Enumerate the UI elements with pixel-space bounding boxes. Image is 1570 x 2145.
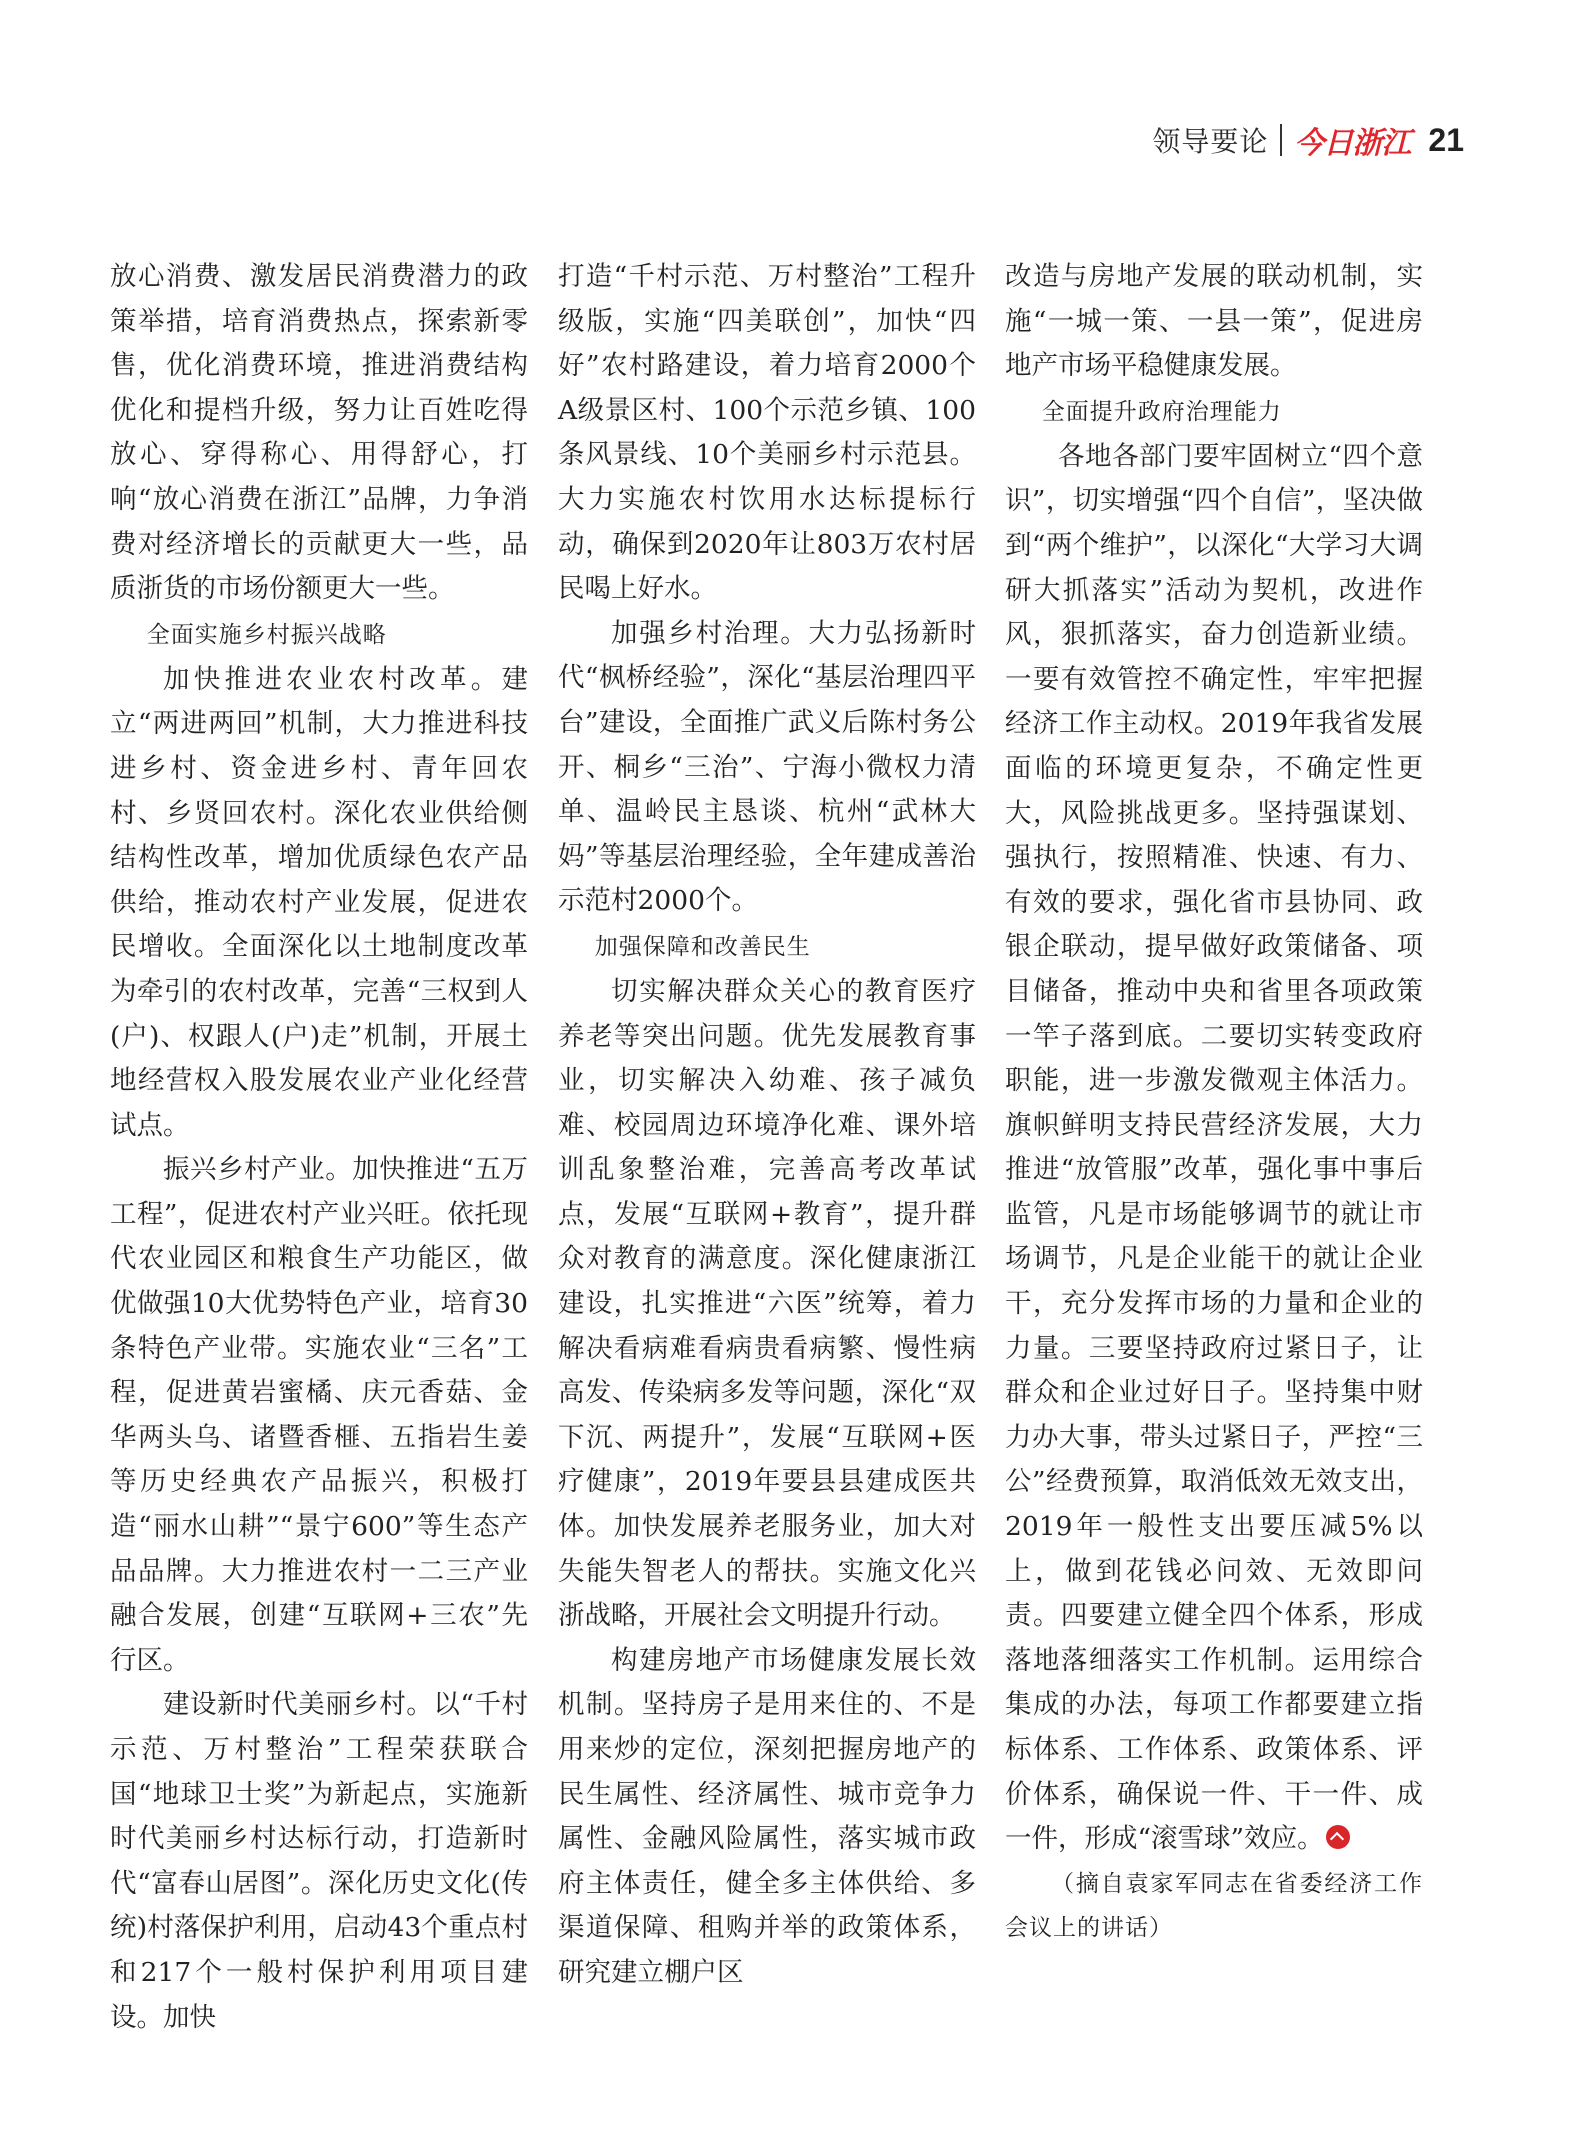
magazine-logo: 今日浙江 <box>1294 126 1411 161</box>
source-note: （摘自袁家军同志在省委经济工作会议上的讲话） <box>1005 1870 1423 1941</box>
section-heading: 全面提升政府治理能力 <box>1041 398 1282 425</box>
paragraph: 打造“千村示范、万村整治”工程升级版，实施“四美联创”，加快“四好”农村路建设，着力培育2000个A级景区村、100个示范乡镇、100条风景线、10个美丽乡村示范县。大力实施农村饮用水达标提标行动，确保到2020年让803万农村居民喝上好水。 <box>558 261 976 605</box>
paragraph: 构建房地产市场健康发展长效机制。坚持房子是用来住的、不是用来炒的定位，深刻把握房地产的民生属性、经济属性、城市竞争力属性、金融风险属性，落实城市政府主体责任，健全多主体供给、多渠道保障、租购并举的政策体系，研究建立棚户区 <box>558 1644 976 1988</box>
paragraph: 振兴乡村产业。加快推进“五万工程”，促进农村产业兴旺。依托现代农业园区和粮食生产功能区，做优做强10大优势特色产业，培育30条特色产业带。实施农业“三名”工程，促进黄岩蜜橘、庆元香菇、金华两头乌、诸暨香榧、五指岩生姜等历史经典农产品振兴，积极打造“丽水山耕”“景宁600”等生态产品品牌。大力推进农村一二三产业融合发展，创建“互联网+三农”先行区。 <box>110 1154 528 1676</box>
section-heading: 加强保障和改善民生 <box>594 933 811 960</box>
paragraph: 加强乡村治理。大力弘扬新时代“枫桥经验”，深化“基层治理四平台”建设，全面推广武义后陈村务公开、桐乡“三治”、宁海小微权力清单、温岭民主恳谈、杭州“武林大妈”等基层治理经验，全年建成善治示范村2000个。 <box>558 617 976 917</box>
header-divider <box>1280 124 1282 156</box>
section-label: 领导要论 <box>1152 125 1269 158</box>
paragraph-final <box>1005 435 1423 1862</box>
paragraph: 建设新时代美丽乡村。以“千村示范、万村整治”工程荣获联合国“地球卫士奖”为新起点，实施新时代美丽乡村达标行动，打造新时代“富春山居图”。深化历史文化(传统)村落保护利用，启动43个重点村和217个一般村保护利用项目建设。加快 <box>110 1689 528 2033</box>
section-heading: 全面实施乡村振兴战略 <box>146 621 387 648</box>
paragraph: 放心消费、激发居民消费潜力的政策举措，培育消费热点，探索新零售，优化消费环境，推进消费结构优化和提档升级，努力让百姓吃得放心、穿得称心、用得舒心，打响“放心消费在浙江”品牌，力争消费对经济增长的贡献更大一些，品质浙货的市场份额更大一些。 <box>110 261 528 605</box>
paragraph: 切实解决群众关心的教育医疗养老等突出问题。优先发展教育事业，切实解决入幼难、孩子减负难、校园周边环境净化难、课外培训乱象整治难，完善高考改革试点，发展“互联网+教育”，提升群众对教育的满意度。深化健康浙江建设，扎实推进“六医”统筹，着力解决看病难看病贵看病繁、慢性病高发、传染病多发等问题，深化“双下沉、两提升”，发展“互联网+医疗健康”，2019年要县县建成医共体。加快发展养老服务业，加大对失能失智老人的帮扶。实施文化兴浙战略，开展社会文明提升行动。 <box>558 975 976 1632</box>
column-2 <box>558 255 976 1996</box>
page-number: 21 <box>1428 121 1464 158</box>
paragraph-text: 各地各部门要牢固树立“四个意识”，切实增强“四个自信”，坚决做到“两个维护”，以深化“大学习大调研大抓落实”活动为契机，改进作风，狠抓落实，奋力创造新业绩。一要有效管控不确定性，牢牢把握经济工作主动权。2019年我省发展面临的环境更复杂，不确定性更大，风险挑战更多。坚持强谋划、强执行，按照精准、快速、有力、有效的要求，强化省市县协同、政银企联动，提早做好政策储备、项目储备，推动中央和省里各项政策一竿子落到底。二要切实转变政府职能，进一步激发微观主体活力。旗帜鲜明支持民营经济发展，大力推进“放管服”改革，强化事中事后监管，凡是市场能够调节的就让市场调节，凡是企业能干的就让企业干，充分发挥市场的力量和企业的力量。三要坚持政府过紧日子，让群众和企业过好日子。坚持集中财力办大事，带头过紧日子，严控“三公”经费预算，取消低效无效支出，2019年一般性支出要压减5%以上，做到花钱必问效、无效即问责。四要建立健全四个体系，形成落地落细落实工作机制。运用综合集成的办法，每项工作都要建立指标体系、工作体系、政策体系、评价体系，确保说一件、干一件、成一件，形成“滚雪球”效应。 <box>1005 440 1423 1855</box>
end-mark-icon <box>1326 1825 1350 1849</box>
column-3 <box>1005 255 1423 1950</box>
page-header <box>1152 118 1464 162</box>
paragraph: 加快推进农业农村改革。建立“两进两回”机制，大力推进科技进乡村、资金进乡村、青年回农村、乡贤回农村。深化农业供给侧结构性改革，增加优质绿色农产品供给，推动农村产业发展，促进农民增收。全面深化以土地制度改革为牵引的农村改革，完善“三权到人(户)、权跟人(户)走”机制，开展土地经营权入股发展农业产业化经营试点。 <box>110 663 528 1141</box>
column-1 <box>110 255 528 2040</box>
paragraph: 改造与房地产发展的联动机制，实施“一城一策、一县一策”，促进房地产市场平稳健康发展。 <box>1005 261 1423 382</box>
